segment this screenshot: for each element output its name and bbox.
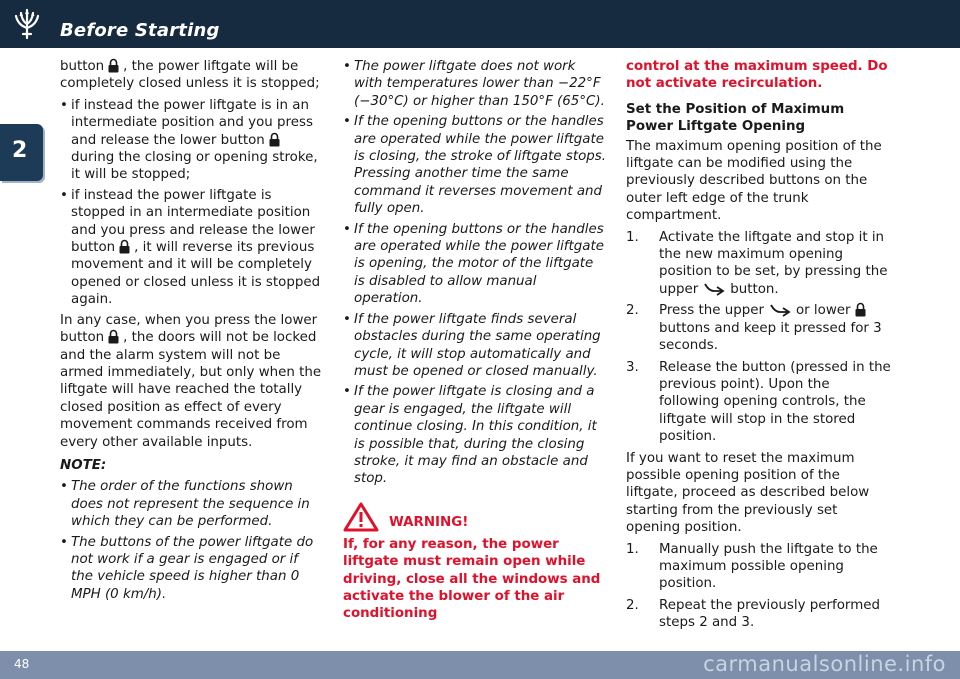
text: if instead the power liftgate is in an intermediate position and you press and release the lower button bbox=[71, 97, 313, 148]
step-item bbox=[626, 597, 892, 632]
page-title: Before Starting bbox=[60, 20, 220, 41]
warning-text-continued: control at the maximum speed. Do not activate recirculation. bbox=[626, 59, 888, 92]
text: Repeat the previously performed steps 2 and 3. bbox=[659, 597, 880, 631]
text: Press the upper bbox=[659, 303, 764, 319]
list-item: • The buttons of the power liftgate do not work if a gear is engaged or if the vehicle speed is higher than 0 MPH (0 km/h). bbox=[60, 534, 322, 604]
text: , the doors will not be locked and the alarm system will not be armed immediately, but only when the liftgate will have reached the totally closed position as effect of every movement commands received from every other available inputs. bbox=[60, 330, 322, 450]
paragraph bbox=[60, 58, 322, 93]
text: during the closing or opening stroke, it will be stopped; bbox=[71, 150, 318, 183]
step-number: 2. bbox=[626, 597, 639, 613]
list-item: • If the opening buttons or the handles are operated while the power liftgate is opening, the motor of the liftgate is disabled to allow manual operation. bbox=[343, 221, 608, 308]
trident-logo-icon bbox=[10, 7, 44, 41]
padlock-icon bbox=[855, 302, 866, 317]
step-number: 1. bbox=[626, 541, 639, 557]
padlock-icon bbox=[108, 58, 119, 73]
padlock-icon bbox=[119, 239, 130, 254]
list-item: • If the power liftgate finds several obstacles during the same operating cycle, it will stop automatically and must be opened or closed manually. bbox=[343, 311, 608, 381]
text: Release the button (pressed in the previous point). Upon the following opening controls, the liftgate will stop in the stored position. bbox=[659, 359, 891, 445]
text: button. bbox=[730, 281, 779, 297]
liftgate-up-icon bbox=[769, 303, 791, 317]
text: Activate the liftgate and stop it in the new maximum opening position to be set, by pressing the upper bbox=[659, 229, 888, 297]
text: , the power liftgate will be completely closed unless it is stopped; bbox=[60, 59, 320, 92]
step-number: 3. bbox=[626, 359, 639, 375]
text: button bbox=[60, 59, 105, 74]
list-item: • The order of the functions shown does not represent the sequence in which they can be performed. bbox=[60, 478, 322, 530]
list-item bbox=[60, 187, 322, 309]
list-item: • If the power liftgate is closing and a gear is engaged, the liftgate will continue closing. In this condition, it is possible that, during the closing stroke, it may find an obstacle and stop. bbox=[343, 383, 608, 487]
text: buttons and keep it pressed for 3 seconds. bbox=[659, 320, 882, 354]
step-item bbox=[626, 302, 892, 354]
warning-text: If, for any reason, the power liftgate must remain open while driving, close all the windows and activate the blower of the air conditioning bbox=[343, 536, 601, 622]
warning-label: WARNING! bbox=[389, 515, 469, 531]
text: Manually push the liftgate to the maximum possible opening position. bbox=[659, 541, 878, 592]
step-item bbox=[626, 359, 892, 446]
text: if instead the power liftgate is stopped in an intermediate position and you press and release the lower button bbox=[71, 187, 315, 256]
list-item: • The power liftgate does not work with temperatures lower than −22°F (−30°C) or higher than 150°F (65°C). bbox=[343, 58, 608, 110]
text: In any case, when you press the lower button bbox=[60, 312, 318, 346]
text: or lower bbox=[795, 303, 851, 319]
column-1 bbox=[60, 58, 322, 606]
paragraph: The maximum opening position of the liftgate can be modified using the previously described buttons on the outer left edge of the trunk compartment. bbox=[626, 138, 882, 224]
step-number: 1. bbox=[626, 229, 639, 245]
list-item: • If the opening buttons or the handles are operated while the power liftgate is closing, the stroke of liftgate stops. Pressing another time the same command it reverses movement and fully open. bbox=[343, 113, 608, 217]
chapter-tab[interactable] bbox=[0, 124, 43, 181]
list-item bbox=[60, 97, 322, 184]
step-item bbox=[626, 541, 892, 593]
liftgate-up-icon bbox=[703, 282, 725, 296]
column-3 bbox=[626, 58, 892, 636]
step-item bbox=[626, 229, 892, 299]
warning-header bbox=[343, 502, 608, 532]
padlock-icon bbox=[269, 132, 280, 147]
text: , it will reverse its previous movement and it will be completely opened or closed unless it is stopped again. bbox=[71, 240, 321, 308]
note-heading: NOTE: bbox=[60, 457, 107, 473]
padlock-icon bbox=[108, 329, 119, 344]
page-number: 48 bbox=[14, 657, 30, 671]
paragraph bbox=[60, 312, 322, 451]
section-heading: Set the Position of Maximum Power Liftgate Opening bbox=[626, 101, 845, 135]
column-2 bbox=[343, 58, 608, 627]
warning-triangle-icon bbox=[343, 502, 379, 532]
paragraph: If you want to reset the maximum possible opening position of the liftgate, proceed as described below starting from the previously set opening position. bbox=[626, 450, 870, 536]
step-number: 2. bbox=[626, 303, 639, 319]
watermark: carmanualsonline.info bbox=[703, 652, 946, 676]
chapter-number: 2 bbox=[12, 138, 28, 163]
